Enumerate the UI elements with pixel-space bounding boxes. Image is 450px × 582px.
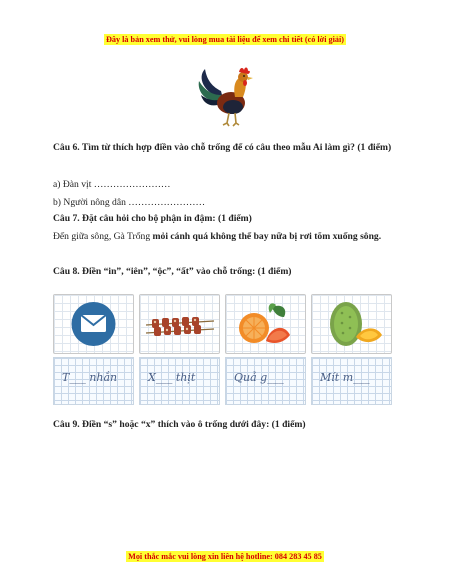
question-8-picture-row xyxy=(53,294,389,354)
preview-notice-text: Đây là bản xem thử, vui lòng mua tài liệu để xem chi tiết (có lời giải) xyxy=(105,35,344,44)
writing-word-2: X___ thịt xyxy=(148,371,196,384)
writing-cell-1[interactable] xyxy=(53,357,134,405)
question-8-title: Câu 8. Điền “in”, “iên”, “ộc”, “ất” vào chỗ trống: (1 điểm) xyxy=(53,266,292,277)
grapefruit-card xyxy=(225,294,306,354)
envelope-icon xyxy=(54,295,133,353)
question-6-item-b: b) Người nông dân …………………… xyxy=(53,197,206,208)
preview-notice-banner xyxy=(0,29,450,47)
writing-cell-2[interactable] xyxy=(139,357,220,405)
envelope-card xyxy=(53,294,134,354)
question-7-sentence xyxy=(53,230,397,244)
question-7-sentence-bold: mỏi cánh quá không thể bay nữa bị rơi tõm xuống sông. xyxy=(152,231,382,242)
question-6-title: Câu 6. Tìm từ thích hợp điền vào chỗ trống để có câu theo mẫu Ai làm gì? (1 điểm) xyxy=(53,142,392,153)
jackfruit-icon xyxy=(312,295,391,353)
rooster-illustration xyxy=(193,63,257,129)
question-9-title: Câu 9. Điền “s” hoặc “x” thích vào ô trống dưới đây: (1 điểm) xyxy=(53,419,306,430)
hotline-banner xyxy=(0,546,450,564)
writing-word-1: T___ nhắn xyxy=(62,371,118,384)
skewers-card xyxy=(139,294,220,354)
writing-cell-4[interactable] xyxy=(311,357,392,405)
jackfruit-card xyxy=(311,294,392,354)
hotline-text: Mọi thắc mắc vui lòng xin liên hệ hotline: 084 283 45 85 xyxy=(128,552,322,561)
skewers-icon xyxy=(140,295,219,353)
writing-word-4: Mít m___ xyxy=(320,371,370,384)
question-6-item-a: a) Đàn vịt …………………… xyxy=(53,179,171,190)
writing-cell-3[interactable] xyxy=(225,357,306,405)
question-7-title: Câu 7. Đặt câu hỏi cho bộ phận in đậm: (1 điểm) xyxy=(53,213,252,224)
grapefruit-icon xyxy=(226,295,305,353)
writing-word-3: Quả g___ xyxy=(234,371,284,384)
question-8-writing-row xyxy=(53,357,389,405)
question-7-sentence-plain: Đến giữa sông, Gà Trống xyxy=(53,231,153,242)
